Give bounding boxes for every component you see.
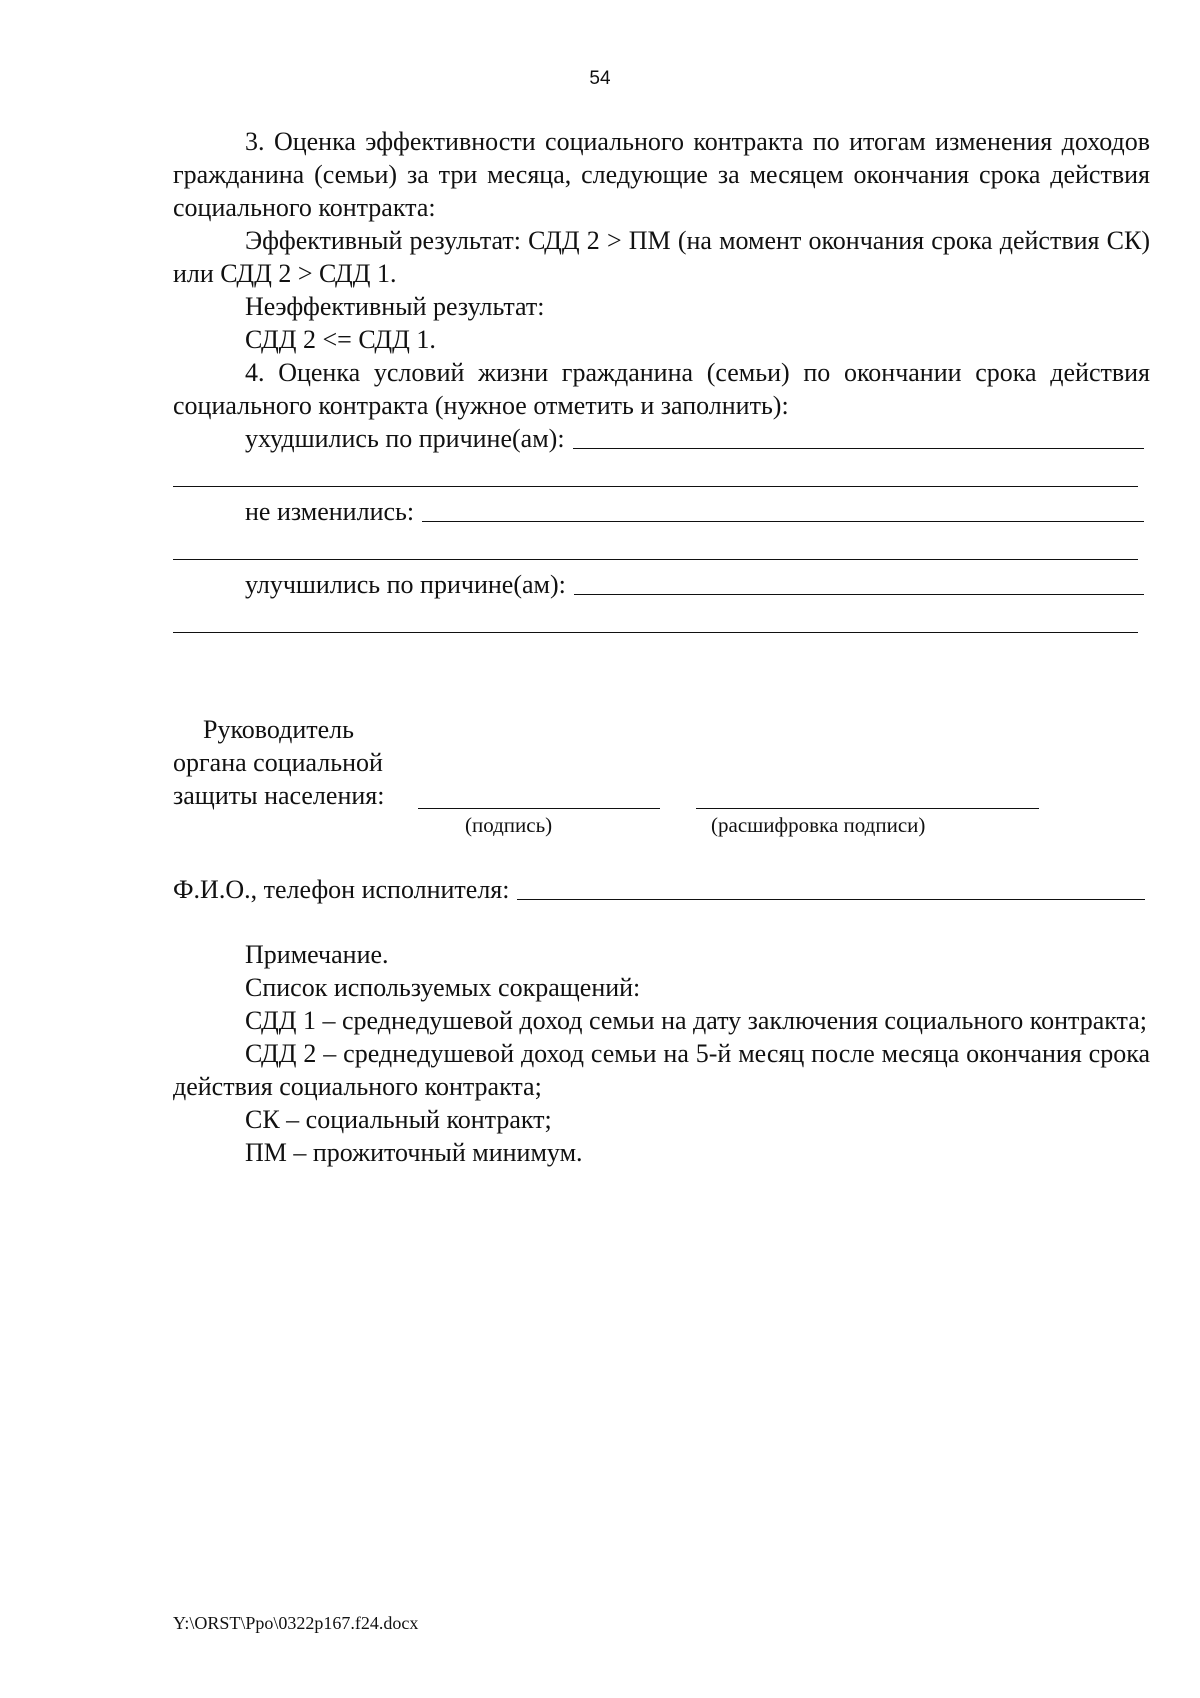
worsened-label: ухудшились по причине(ам): (245, 424, 565, 453)
abbreviation-pm: ПМ – прожиточный минимум. (245, 1138, 583, 1167)
notes-section (173, 938, 1150, 1169)
effective-result: Эффективный результат: СДД 2 > ПМ (на момент окончания срока действия СК) или СДД 2 > СДД 1. (173, 226, 1150, 288)
signature-decode-input-line[interactable] (696, 808, 1039, 809)
signature-title-line2: органа социальной (173, 748, 383, 777)
executor-input-line[interactable] (517, 899, 1145, 900)
improved-continuation-line[interactable] (173, 601, 1138, 633)
unchanged-continuation-line[interactable] (173, 528, 1138, 560)
unchanged-field (173, 495, 1150, 528)
improved-input-line[interactable] (574, 594, 1144, 595)
notes-title: Примечание. (245, 940, 389, 969)
section4-paragraph: 4. Оценка условий жизни гражданина (семьи) по окончании срока действия социального контракта (нужное отметить и заполнить): (173, 358, 1150, 420)
unchanged-input-line[interactable] (422, 521, 1144, 522)
signature-title-line1: Руководитель (203, 715, 354, 744)
ineffective-result-label: Неэффективный результат: (245, 292, 545, 321)
worsened-field (173, 422, 1150, 455)
abbreviation-sdd1: СДД 1 – среднедушевой доход семьи на дату заключения социального контракта; (245, 1006, 1147, 1035)
abbreviation-sk: СК – социальный контракт; (245, 1105, 552, 1134)
signature-fields (418, 779, 1038, 839)
footer-file-path: Y:\ORST\Ppo\0322p167.f24.docx (173, 1613, 419, 1633)
signature-input-line[interactable] (418, 808, 660, 809)
signature-title-line3: защиты населения: (173, 781, 385, 810)
abbreviation-sdd2: СДД 2 – среднедушевой доход семьи на 5-й месяц после месяца окончания срока действия социального контракта; (173, 1039, 1150, 1101)
page-number: 54 (589, 68, 611, 89)
executor-field (173, 873, 1145, 906)
unchanged-label: не изменились: (245, 497, 415, 526)
signature-decode-caption: (расшифровка подписи) (711, 813, 926, 837)
improved-field (173, 568, 1150, 601)
worsened-input-line[interactable] (573, 448, 1144, 449)
section3-paragraph: 3. Оценка эффективности социального контракта по итогам изменения доходов гражданина (семьи) за три месяца, следующие за месяцем окончания срока действия социального контракта: (173, 127, 1150, 222)
ineffective-result-formula: СДД 2 <= СДД 1. (245, 325, 436, 354)
improved-label: улучшились по причине(ам): (245, 570, 566, 599)
main-content (173, 125, 1150, 633)
worsened-continuation-line[interactable] (173, 455, 1138, 487)
notes-list-title: Список используемых сокращений: (245, 973, 641, 1002)
signature-caption: (подпись) (465, 813, 553, 837)
executor-label: Ф.И.О., телефон исполнителя: (173, 875, 510, 904)
signature-block (173, 713, 384, 812)
